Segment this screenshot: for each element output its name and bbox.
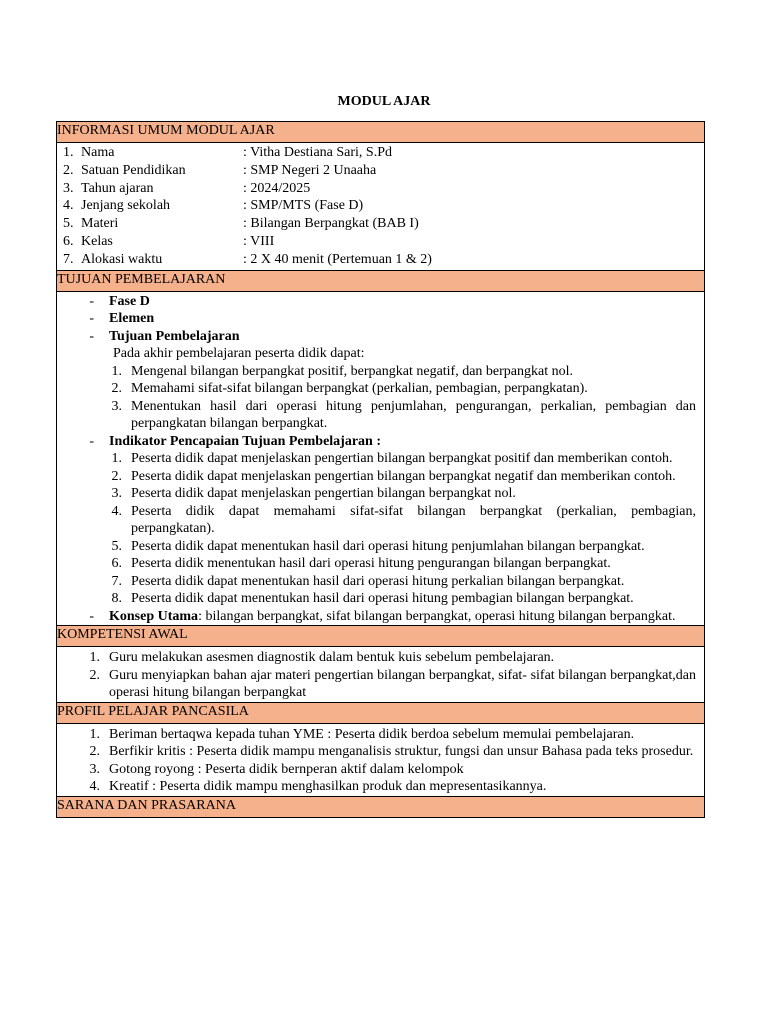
item-text: Peserta didik dapat menentukan hasil dari operasi hitung pembagian bilangan berpangkat. [131, 591, 634, 607]
info-value: : VIII [243, 233, 275, 249]
item-text: Peserta didik dapat menjelaskan pengertian bilangan berpangkat nol. [131, 486, 516, 502]
informasi-list [57, 143, 704, 270]
info-row [63, 162, 698, 180]
item-number: 1. [89, 650, 100, 666]
info-label: Satuan Pendidikan [81, 162, 186, 178]
item-number: 2. [89, 744, 100, 760]
item-number: 2. [89, 667, 100, 683]
info-label: Tahun ajaran [81, 180, 154, 196]
item-text: Peserta didik dapat memahami sifat-sifat bilangan berpangkat (perkalian, pembagian, perpangkatan). [131, 503, 696, 537]
tp-heading: - Tujuan Pembelajaran [89, 328, 240, 344]
elemen-item: - Elemen [89, 311, 155, 327]
kompetensi-item [57, 649, 696, 667]
profil-item [57, 761, 696, 779]
info-value: : Vitha Destiana Sari, S.Pd [243, 145, 393, 160]
item-number: 1. [111, 451, 122, 467]
item-number: 3. [111, 398, 122, 414]
iptp-item [57, 538, 696, 556]
item-text: Beriman bertaqwa kepada tuhan YME : Peserta didik berdoa sebelum memulai pembelajaran. [109, 726, 635, 742]
info-label: Nama [81, 145, 115, 160]
item-text: Memahami sifat-sifat bilangan berpangkat (perkalian, pembagian, perpangkatan). [131, 381, 588, 397]
item-text: Guru menyiapkan bahan ajar materi pengertian bilangan berpangkat, sifat- sifat bilangan berpangkat,dan operasi hitung bilangan berpangkat [109, 667, 696, 701]
iptp-item [57, 555, 696, 573]
iptp-item [57, 450, 696, 468]
item-number: 3. [111, 486, 122, 502]
tp-intro: Pada akhir pembelajaran peserta didik dapat: [113, 346, 365, 362]
item-number: 5. [111, 538, 122, 554]
iptp-item [57, 485, 696, 503]
iptp-item [57, 573, 696, 591]
document-title: MODUL AJAR [337, 94, 431, 109]
kompetensi-list [57, 647, 704, 702]
konsep-utama: - Konsep Utama: bilangan berpangkat, sifat bilangan berpangkat, operasi hitung bilangan berpangkat. [89, 608, 676, 624]
item-text: Peserta didik dapat menentukan hasil dari operasi hitung penjumlahan bilangan berpangkat. [131, 538, 645, 554]
info-value: : Bilangan Berpangkat (BAB I) [243, 216, 419, 232]
item-number: 7. [111, 573, 122, 589]
info-label: Kelas [81, 233, 113, 249]
section-header-profil: PROFIL PELAJAR PANCASILA [57, 702, 705, 723]
item-text: Menentukan hasil dari operasi hitung penjumlahan, pengurangan, perkalian, pembagian dan perpangkatan bilangan berpangkat. [131, 398, 696, 432]
item-text: Peserta didik dapat menjelaskan pengertian bilangan berpangkat positif dan memberikan contoh. [131, 451, 673, 467]
info-label: Jenjang sekolah [81, 198, 171, 214]
info-number: 1. [63, 145, 74, 160]
info-row [63, 215, 698, 233]
profil-body [57, 723, 705, 796]
item-number: 1. [89, 726, 100, 742]
info-label: Materi [81, 216, 119, 232]
info-number: 4. [63, 198, 74, 214]
info-value: : SMP Negeri 2 Unaaha [243, 162, 377, 178]
iptp-item [57, 468, 696, 486]
tp-item [57, 363, 696, 381]
info-number: 2. [63, 162, 74, 178]
fase-item: - Fase D [89, 293, 150, 309]
item-text: Mengenal bilangan berpangkat positif, berpangkat negatif, dan berpangkat nol. [131, 363, 574, 379]
section-header-sarana: SARANA DAN PRASARANA [57, 796, 705, 817]
info-value: : SMP/MTS (Fase D) [243, 198, 364, 214]
info-label: Alokasi waktu [81, 251, 163, 267]
item-number: 1. [111, 363, 122, 379]
iptp-heading: - Indikator Pencapaian Tujuan Pembelajaran : [89, 433, 382, 449]
tujuan-body [57, 291, 705, 626]
tp-list [57, 363, 696, 433]
info-number: 3. [63, 180, 74, 196]
item-number: 4. [89, 779, 100, 795]
item-text: Berfikir kritis : Peserta didik mampu menganalisis struktur, fungsi dan unsur Bahasa pada teks prosedur. [109, 744, 694, 760]
info-number: 5. [63, 216, 74, 232]
section-header-informasi: INFORMASI UMUM MODUL AJAR [57, 122, 705, 143]
info-row [63, 144, 698, 162]
item-text: Peserta didik dapat menentukan hasil dari operasi hitung perkalian bilangan berpangkat. [131, 573, 625, 589]
item-number: 4. [111, 503, 122, 519]
item-text: Peserta didik dapat menjelaskan pengertian bilangan berpangkat negatif dan memberikan contoh. [131, 468, 676, 484]
iptp-list [57, 450, 696, 608]
item-text: Gotong royong : Peserta didik bernperan aktif dalam kelompok [109, 761, 464, 777]
item-text: Peserta didik menentukan hasil dari operasi hitung pengurangan bilangan berpangkat. [131, 556, 611, 572]
info-number: 6. [63, 233, 74, 249]
iptp-item [57, 590, 696, 608]
item-text: Guru melakukan asesmen diagnostik dalam bentuk kuis sebelum pembelajaran. [109, 650, 555, 666]
info-number: 7. [63, 251, 74, 267]
item-number: 8. [111, 591, 122, 607]
item-number: 2. [111, 468, 122, 484]
item-text: Kreatif : Peserta didik mampu menghasilkan produk dan mepresentasikannya. [109, 779, 547, 795]
tp-item [57, 380, 696, 398]
section-header-kompetensi: KOMPETENSI AWAL [57, 626, 705, 647]
info-row [63, 251, 698, 269]
info-value: : 2 X 40 menit (Pertemuan 1 & 2) [243, 251, 432, 267]
tp-item [57, 398, 696, 433]
item-number: 2. [111, 381, 122, 397]
profil-item [57, 726, 696, 744]
info-value: : 2024/2025 [243, 180, 311, 196]
profil-item [57, 778, 696, 796]
item-number: 3. [89, 761, 100, 777]
info-row [63, 233, 698, 251]
kompetensi-item [57, 667, 696, 702]
informasi-body [57, 143, 705, 271]
info-row [63, 180, 698, 198]
kompetensi-body [57, 647, 705, 703]
info-row [63, 197, 698, 215]
item-number: 6. [111, 556, 122, 572]
iptp-item [57, 503, 696, 538]
profil-list [57, 724, 704, 796]
modul-table [56, 121, 705, 818]
profil-item [57, 743, 696, 761]
section-header-tujuan: TUJUAN PEMBELAJARAN [57, 270, 705, 291]
